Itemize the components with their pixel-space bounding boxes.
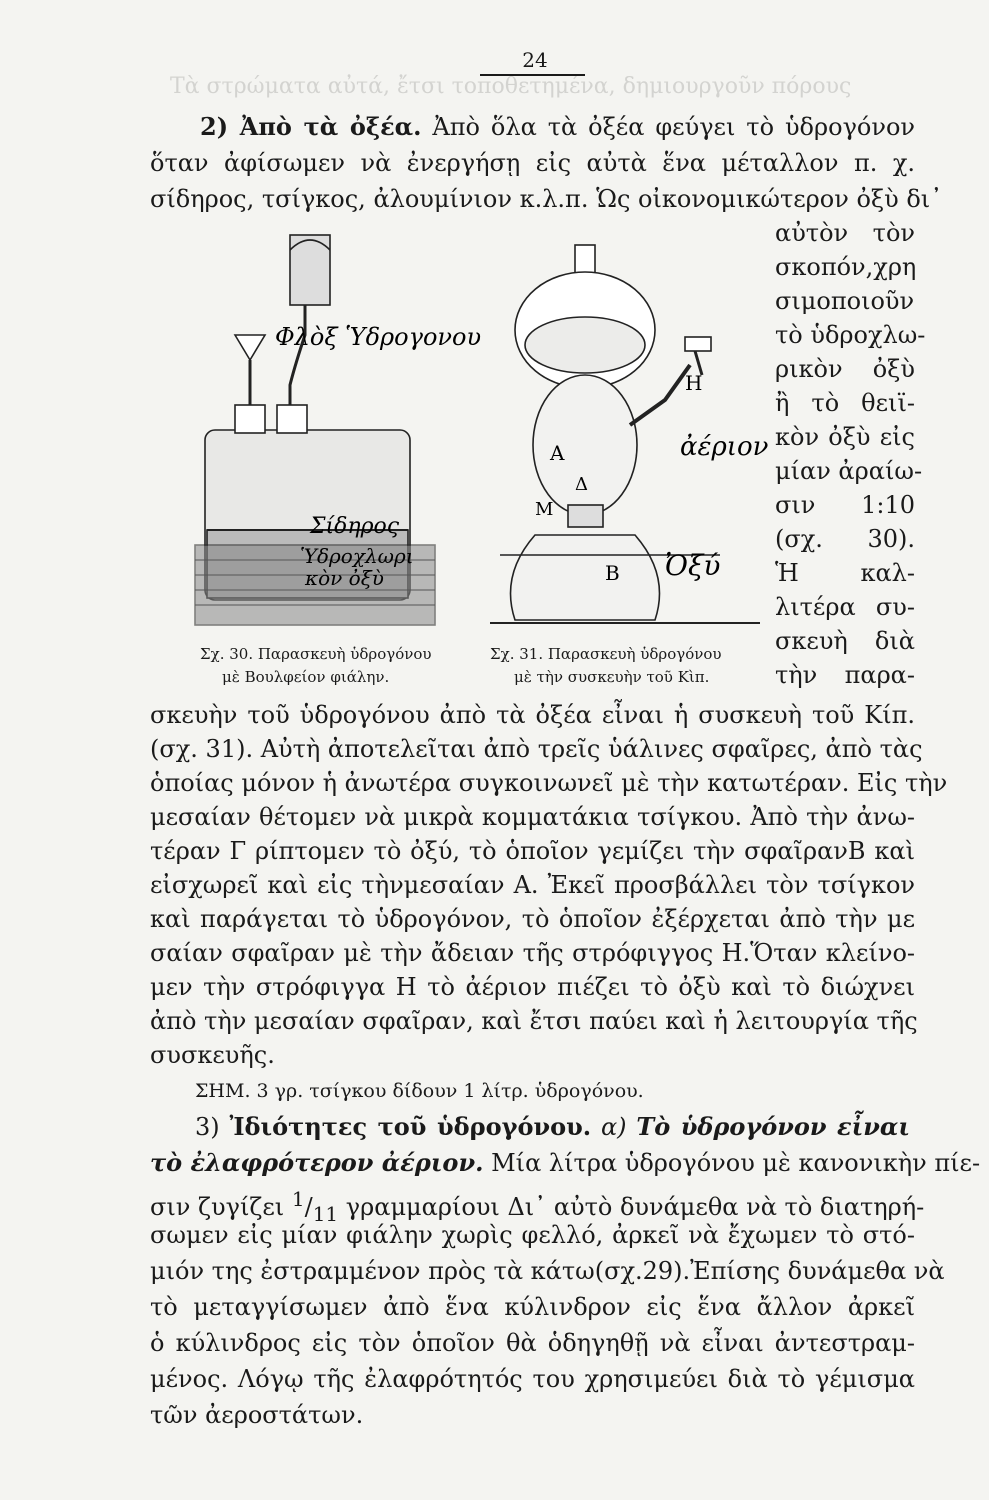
body-line: (σχ. 31). Αὐτὴ ἀποτελεῖται ἀπὸ τρεῖς ὑάλινες σφαῖρες, ἀπὸ τὰς: [150, 735, 923, 763]
fig31-letter-mu: Μ: [535, 499, 554, 520]
page-number: 24: [522, 48, 548, 72]
section-3-a-title-1: Τὸ ὑδρογόνον εἶναι: [636, 1112, 910, 1141]
fig31-label-acid: Ὀξύ: [665, 549, 721, 582]
section-3-line-1: [195, 1112, 910, 1142]
body-line: καὶ παράγεται τὸ ὑδρογόνον, τὸ ὁποῖον ἐξέρχεται ἀπὸ τὴν με: [150, 905, 915, 933]
section-3-line-7: ὁ κύλινδρος εἰς τὸν ὁποῖον θὰ ὁδηγηθῇ νὰ εἶναι ἀντεστραμ-: [150, 1329, 915, 1357]
fig30-label-flame: Φλὸξ Ὑδρογονου: [275, 323, 482, 351]
section-3-line-5: μιόν της ἐστραμμένον πρὸς τὰ κάτω(σχ.29).Ἐπίσης δυνάμεθα νὰ: [150, 1257, 945, 1285]
text-line-1-rest: Ἀπὸ ὅλα τὰ ὀξέα φεύγει τὸ ὑδρογόνον: [432, 113, 915, 141]
figure-30-caption-line-1: Σχ. 30. Παρασκευὴ ὑδρογόνου: [200, 645, 432, 663]
side-column-line: ἢ τὸ θειϊ-: [775, 389, 915, 417]
section-3-line-2: [150, 1148, 981, 1178]
side-column-line: σκοπόν,χρη: [775, 253, 917, 281]
figure-31-caption-line-2: μὲ τὴν συσκευὴν τοῦ Κὶπ.: [514, 668, 710, 686]
section-3-line-3-b: γραμμαρίουι Δι᾿ αὐτὸ δυνάμεθα νὰ τὸ διατηρή-: [345, 1193, 925, 1221]
fraction-one-eleventh: $^1/_{11}$: [291, 1187, 339, 1226]
side-column-line: αὐτὸν τὸν: [775, 219, 915, 247]
side-column-line: σιν 1:10: [775, 491, 915, 519]
body-line: εἰσχωρεῖ καὶ εἰς τὴνμεσαίαν Α. Ἐκεῖ προσβάλλει τὸν τσίγκον: [150, 871, 915, 899]
side-column-line: σιμοποιοῦν: [775, 287, 915, 315]
fraction-denominator: 11: [312, 1201, 339, 1226]
section-3-line-4: σωμεν εἰς μίαν φιάλην χωρὶς φελλό, ἀρκεῖ νὰ ἔχωμεν τὸ στό-: [150, 1221, 915, 1249]
section-3-a-marker: α): [600, 1113, 627, 1141]
figure-31-caption-line-1: Σχ. 31. Παρασκευὴ ὑδρογόνου: [490, 645, 722, 663]
section-3-line-8: μένος. Λόγῳ τῆς ἐλαφρότητός του χρησιμεύει διὰ τὸ γέμισμα: [150, 1365, 915, 1393]
text-line-2: ὅταν ἀφίσωμεν νὰ ἐνεργήσῃ εἰς αὐτὰ ἕνα μέταλλον π. χ.: [150, 149, 915, 177]
fig30-label-acid-1: Ὑδροχλωρι: [300, 544, 414, 568]
fig31-letter-delta: Δ: [575, 474, 588, 495]
section-3-line-3-a: σιν ζυγίζει: [150, 1193, 285, 1221]
body-line: ὁποίας μόνον ἡ ἀνωτέρα συγκοινωνεῖ μὲ τὴν κατωτέραν. Εἰς τὴν: [150, 769, 948, 797]
side-column-line: ρικὸν ὀξὺ: [775, 355, 915, 383]
side-column-line: μίαν ἀραίω-: [775, 457, 923, 485]
fig30-label-acid-2: κὸν ὀξὺ: [305, 566, 384, 590]
section-3-a-title-2: τὸ ἐλαφρότερον ἀέριον.: [150, 1148, 484, 1177]
side-column-line: σκευὴ διὰ: [775, 627, 915, 655]
body-line: μεσαίαν θέτομεν νὰ μικρὰ κομματάκια τσίγκου. Ἀπὸ τὴν ἀνω-: [150, 803, 915, 831]
section-3-line-6: τὸ μεταγγίσωμεν ἀπὸ ἕνα κύλινδρον εἰς ἕνα ἄλλον ἀρκεῖ: [150, 1293, 915, 1321]
side-column-line: (σχ. 30).: [775, 525, 915, 553]
fig30-label-iron: Σίδηρος: [310, 514, 400, 539]
page-number-rule: [480, 74, 585, 76]
section-3-line-9: τῶν ἀεροστάτων.: [150, 1401, 364, 1429]
fig31-letter-alpha: Α: [550, 441, 565, 465]
section-3-line-2-rest: Μία λίτρα ὑδρογόνου μὲ κανονικὴν πίε-: [491, 1149, 981, 1177]
fig31-letter-eta: Η: [685, 371, 703, 395]
text-line-3: σίδηρος, τσίγκος, ἀλουμίνιον κ.λ.π. Ὡς οἰκονομικώτερον ὀξὺ δι᾿: [150, 185, 943, 213]
figure-30: [195, 215, 482, 635]
body-line: ἀπὸ τὴν μεσαίαν σφαῖραν, καὶ ἔτσι παύει καὶ ἡ λειτουργία τῆς: [150, 1007, 918, 1035]
bleed-through-text: Τὰ στρώματα αὐτά, ἔτσι τοποθετημένα, δημιουργοῦν πόρους: [170, 74, 852, 99]
fraction-numerator: 1: [291, 1187, 305, 1211]
fig31-label-gas: ἀέριον: [680, 432, 769, 462]
fig31-letter-beta: Β: [605, 561, 620, 585]
side-column-line: κὸν ὀξὺ εἰς: [775, 423, 915, 451]
body-line: συσκευῆς.: [150, 1041, 275, 1069]
side-column-line: τὴν παρα-: [775, 661, 915, 689]
section-3-heading: Ἰδιότητες τοῦ ὑδρογόνου.: [229, 1112, 592, 1141]
figure-30-caption-line-2: μὲ Βουλφείον φιάλην.: [222, 668, 390, 686]
side-column-line: Ἡ καλ-: [775, 559, 915, 587]
side-column-line: λιτέρα συ-: [775, 593, 915, 621]
body-line: μεν τὴν στρόφιγγα Η τὸ ἀέριον πιέζει τὸ ὀξὺ καὶ τὸ διώχνει: [150, 973, 915, 1001]
body-line: σαίαν σφαῖραν μὲ τὴν ἄδειαν τῆς στρόφιγγος Η.Ὅταν κλείνο-: [150, 939, 915, 967]
figure-31: [490, 225, 780, 635]
kipp-apparatus-illustration: [490, 225, 780, 635]
body-line: τέραν Γ ρίπτομεν τὸ ὀξύ, τὸ ὁποῖον γεμίζει τὴν σφαῖρανΒ καὶ: [150, 837, 915, 865]
note-line: ΣΗΜ. 3 γρ. τσίγκου δίδουν 1 λίτρ. ὑδρογόνου.: [195, 1080, 644, 1102]
woulfe-bottle-illustration: [195, 215, 482, 635]
side-column-line: τὸ ὑδροχλω-: [775, 321, 926, 349]
section-3-number: 3): [195, 1113, 220, 1141]
body-line: σκευὴν τοῦ ὑδρογόνου ἀπὸ τὰ ὀξέα εἶναι ἡ συσκευὴ τοῦ Κίπ.: [150, 701, 915, 729]
text-line-1: [200, 112, 915, 142]
section-2-heading: 2) Ἀπὸ τὰ ὀξέα.: [200, 112, 422, 141]
